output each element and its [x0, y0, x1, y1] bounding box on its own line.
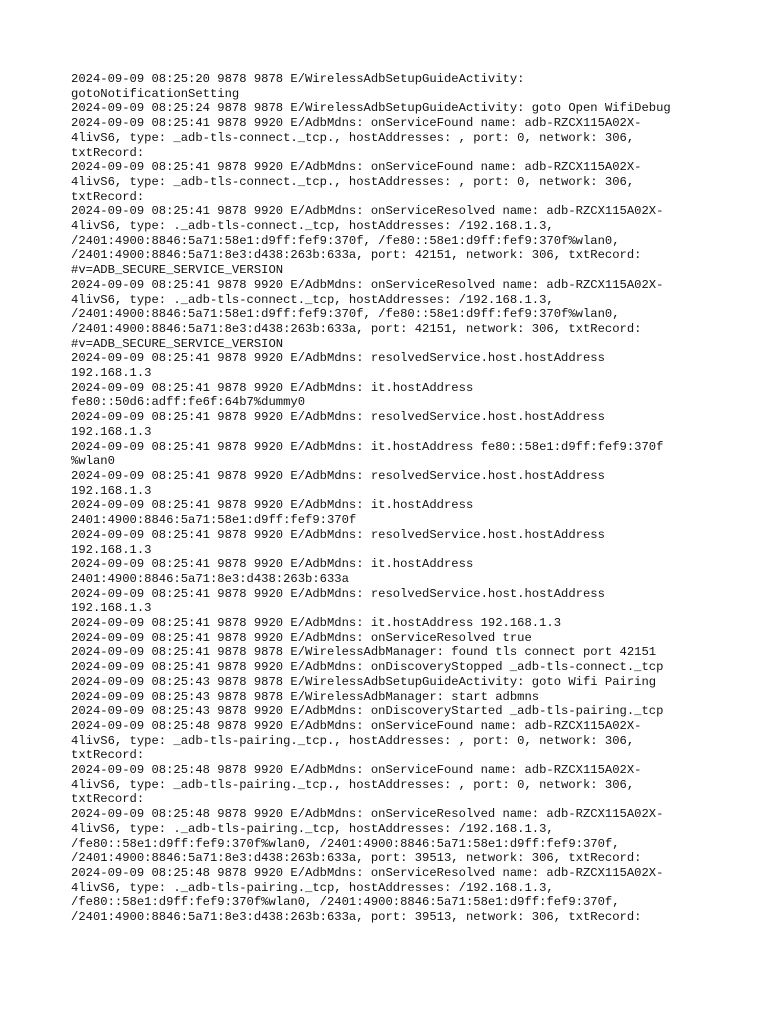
log-line: 2024-09-09 08:25:20 9878 9878 E/WirelessAdbSetupGuideActivity: [71, 72, 525, 86]
log-line: 2024-09-09 08:25:48 9878 9920 E/AdbMdns: onServiceResolved name: adb-RZCX115A02X- [71, 807, 664, 822]
log-line: 2024-09-09 08:25:41 9878 9920 E/AdbMdns: resolvedService.host.hostAddress [71, 410, 605, 425]
log-line: 192.168.1.3 [71, 424, 152, 439]
log-line: 2024-09-09 08:25:41 9878 9920 E/AdbMdns: it.hostAddress 192.168.1.3 [71, 616, 562, 631]
log-line: /fe80::58e1:d9ff:fef9:370f%wlan0, /2401:4900:8846:5a71:58e1:d9ff:fef9:370f, [71, 895, 620, 910]
log-line: /2401:4900:8846:5a71:8e3:d438:263b:633a, port: 39513, network: 306, txtRecord: [71, 851, 642, 866]
log-line: txtRecord: [71, 189, 145, 204]
log-line: 2024-09-09 08:25:43 9878 9878 E/WirelessAdbManager: start adbmns [71, 689, 540, 704]
log-line: #v=ADB_SECURE_SERVICE_VERSION [71, 336, 284, 351]
log-line: 2024-09-09 08:25:41 9878 9920 E/AdbMdns: onServiceFound name: adb-RZCX115A02X- [71, 160, 642, 175]
log-line: 2024-09-09 08:25:48 9878 9920 E/AdbMdns: onServiceFound name: adb-RZCX115A02X- [71, 718, 642, 733]
log-line: 192.168.1.3 [71, 542, 152, 557]
log-line: 4livS6, type: ._adb-tls-pairing._tcp, hostAddresses: /192.168.1.3, [71, 880, 554, 895]
log-line: 4livS6, type: _adb-tls-connect._tcp., hostAddresses: , port: 0, network: 306, [71, 174, 635, 189]
log-line: 2024-09-09 08:25:41 9878 9920 E/AdbMdns: it.hostAddress fe80::58e1:d9ff:fef9:370f [71, 439, 664, 454]
log-line: txtRecord: [71, 145, 145, 160]
log-line: 4livS6, type: _adb-tls-connect._tcp., hostAddresses: , port: 0, network: 306, [71, 130, 635, 145]
log-line: 2024-09-09 08:25:43 9878 9878 E/WirelessAdbSetupGuideActivity: goto Wifi Pairing [71, 674, 657, 689]
log-line: 2024-09-09 08:25:41 9878 9920 E/AdbMdns: it.hostAddress [71, 380, 474, 395]
log-line: txtRecord: [71, 748, 145, 763]
log-line: 4livS6, type: ._adb-tls-connect._tcp, hostAddresses: /192.168.1.3, [71, 219, 554, 234]
log-line: 2024-09-09 08:25:41 9878 9920 E/AdbMdns: onServiceResolved true [71, 630, 532, 645]
log-line: /fe80::58e1:d9ff:fef9:370f%wlan0, /2401:4900:8846:5a71:58e1:d9ff:fef9:370f, [71, 836, 620, 851]
log-line: 2024-09-09 08:25:24 9878 9878 E/WirelessAdbSetupGuideActivity: goto Open WifiDebug [71, 101, 671, 116]
log-line: 192.168.1.3 [71, 483, 152, 498]
log-line: 2024-09-09 08:25:41 9878 9920 E/AdbMdns: resolvedService.host.hostAddress [71, 527, 605, 542]
log-line: #v=ADB_SECURE_SERVICE_VERSION [71, 263, 284, 278]
log-line: /2401:4900:8846:5a71:58e1:d9ff:fef9:370f, /fe80::58e1:d9ff:fef9:370f%wlan0, [71, 307, 620, 322]
log-line: 2024-09-09 08:25:41 9878 9920 E/AdbMdns: onDiscoveryStopped _adb-tls-connect._tcp [71, 660, 664, 675]
log-line: 2024-09-09 08:25:48 9878 9920 E/AdbMdns: onServiceFound name: adb-RZCX115A02X- [71, 763, 642, 778]
log-line: 192.168.1.3 [71, 366, 152, 381]
log-line: 4livS6, type: ._adb-tls-connect._tcp, hostAddresses: /192.168.1.3, [71, 292, 554, 307]
log-line: /2401:4900:8846:5a71:58e1:d9ff:fef9:370f, /fe80::58e1:d9ff:fef9:370f%wlan0, [71, 233, 620, 248]
log-line: fe80::50d6:adff:fe6f:64b7%dummy0 [71, 395, 306, 410]
log-line: /2401:4900:8846:5a71:8e3:d438:263b:633a, port: 42151, network: 306, txtRecord: [71, 248, 642, 263]
log-line: %wlan0 [71, 454, 115, 469]
log-line: 2024-09-09 08:25:41 9878 9920 E/AdbMdns: it.hostAddress [71, 498, 474, 513]
log-line: 192.168.1.3 [71, 601, 152, 616]
log-line: 2024-09-09 08:25:41 9878 9920 E/AdbMdns: onServiceResolved name: adb-RZCX115A02X- [71, 204, 664, 219]
log-line: 2024-09-09 08:25:48 9878 9920 E/AdbMdns: onServiceResolved name: adb-RZCX115A02X- [71, 865, 664, 880]
log-line: /2401:4900:8846:5a71:8e3:d438:263b:633a, port: 42151, network: 306, txtRecord: [71, 321, 642, 336]
log-line: 2024-09-09 08:25:43 9878 9920 E/AdbMdns: onDiscoveryStarted _adb-tls-pairing._tcp [71, 704, 664, 719]
log-document [71, 72, 711, 925]
log-line: 2024-09-09 08:25:41 9878 9920 E/AdbMdns: onServiceFound name: adb-RZCX115A02X- [71, 116, 642, 131]
log-line: 2024-09-09 08:25:41 9878 9920 E/AdbMdns: resolvedService.host.hostAddress [71, 468, 605, 483]
log-line: /2401:4900:8846:5a71:8e3:d438:263b:633a, port: 39513, network: 306, txtRecord: [71, 910, 642, 925]
log-line: 2024-09-09 08:25:41 9878 9920 E/AdbMdns: resolvedService.host.hostAddress [71, 586, 605, 601]
log-line: 2024-09-09 08:25:41 9878 9920 E/AdbMdns: resolvedService.host.hostAddress [71, 351, 605, 366]
log-line: txtRecord: [71, 792, 145, 807]
log-line: gotoNotificationSetting [71, 86, 240, 101]
log-line: 2024-09-09 08:25:41 9878 9878 E/WirelessAdbManager: found tls connect port 42151 [71, 645, 657, 660]
log-line: 2401:4900:8846:5a71:8e3:d438:263b:633a [71, 571, 349, 586]
log-line: 2024-09-09 08:25:41 9878 9920 E/AdbMdns: it.hostAddress [71, 557, 474, 572]
log-line: 4livS6, type: _adb-tls-pairing._tcp., hostAddresses: , port: 0, network: 306, [71, 777, 635, 792]
log-line: 2024-09-09 08:25:41 9878 9920 E/AdbMdns: onServiceResolved name: adb-RZCX115A02X- [71, 277, 664, 292]
log-line: 4livS6, type: _adb-tls-pairing._tcp., hostAddresses: , port: 0, network: 306, [71, 733, 635, 748]
log-line: 4livS6, type: ._adb-tls-pairing._tcp, hostAddresses: /192.168.1.3, [71, 821, 554, 836]
log-line: 2401:4900:8846:5a71:58e1:d9ff:fef9:370f [71, 513, 357, 528]
